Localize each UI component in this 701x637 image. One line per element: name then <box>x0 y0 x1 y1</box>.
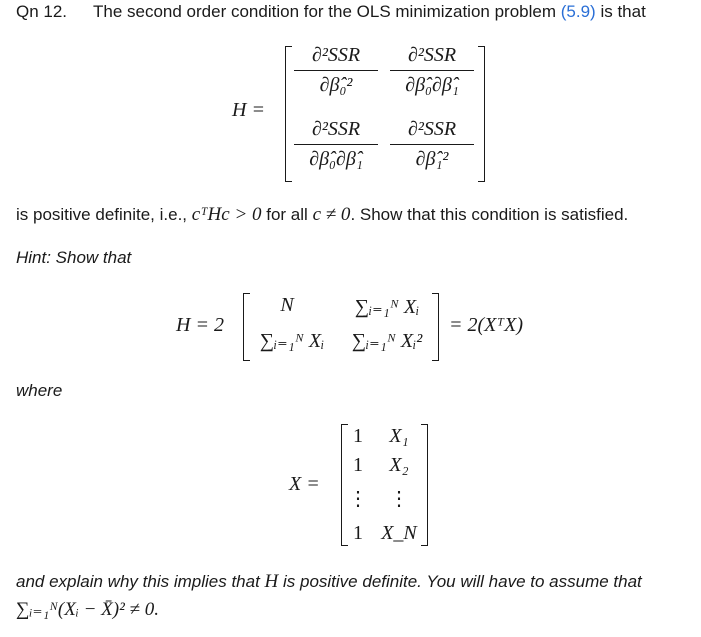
closing-var-h: H <box>264 571 279 592</box>
x-right-bracket <box>421 424 428 546</box>
h-entry-10 <box>294 118 378 171</box>
x-left-bracket <box>341 424 348 546</box>
x-cell-4-1: 1 <box>353 522 363 544</box>
x-cell-1-2: X₁ <box>389 425 409 447</box>
h-numerator-00: ∂²SSR <box>294 44 378 71</box>
h-numerator-01: ∂²SSR <box>390 44 474 71</box>
question-intro <box>93 2 646 22</box>
h-entry-00 <box>294 44 378 97</box>
h-entry-01 <box>390 44 474 97</box>
h-lhs: H = <box>232 99 265 121</box>
question-label: Qn 12. <box>16 2 68 21</box>
where-label: where <box>16 381 63 400</box>
hint-lhs: H = 2 <box>176 314 224 336</box>
h-entry-11 <box>390 118 474 171</box>
condition-expr: cᵀHc > 0 <box>191 204 262 225</box>
condition-text-1: is positive definite, i.e., <box>16 205 188 224</box>
hint-cell-11: ∑ᵢ₌₁ᴺ Xᵢ² <box>351 330 423 352</box>
h-left-bracket <box>285 46 292 182</box>
x-cell-3-1: ⋮ <box>348 488 368 510</box>
condition-text-3: . Show that this condition is satisfied. <box>350 205 629 224</box>
h-numerator-10: ∂²SSR <box>294 118 378 145</box>
condition-expr-2: c ≠ 0 <box>312 204 351 225</box>
h-right-bracket <box>478 46 485 182</box>
equation-ref-link[interactable]: (5.9) <box>560 2 596 21</box>
x-cell-1-1: 1 <box>353 425 363 447</box>
x-lhs: X = <box>289 473 320 495</box>
closing-line-1 <box>16 571 642 593</box>
x-cell-2-2: X₂ <box>389 454 409 476</box>
closing-line-2: ∑ᵢ₌₁ᴺ(Xᵢ − X̄)² ≠ 0. <box>16 599 159 620</box>
question-intro-tail: is that <box>600 2 646 21</box>
h-denominator-00: ∂β̂₀² <box>319 74 353 96</box>
closing-text-1: and explain why this implies that <box>16 572 260 591</box>
h-denominator-01: ∂β̂₀∂β̂₁ <box>405 74 459 96</box>
closing-text-2: is positive definite. You will have to assume that <box>283 572 642 591</box>
hint-cell-00: N <box>280 294 294 316</box>
x-cell-4-2: X_N <box>381 522 417 544</box>
x-cell-2-1: 1 <box>353 454 363 476</box>
hint-cell-10: ∑ᵢ₌₁ᴺ Xᵢ <box>259 330 325 352</box>
condition-text-2: for all <box>266 205 308 224</box>
question-intro-text: The second order condition for the OLS minimization problem <box>93 2 557 21</box>
condition-line <box>16 204 628 226</box>
hint-text: Hint: Show that <box>16 248 132 267</box>
hint-rhs: = 2(XᵀX) <box>449 314 523 336</box>
x-cell-3-2: ⋮ <box>389 488 409 510</box>
h-numerator-11: ∂²SSR <box>390 118 474 145</box>
hint-cell-01: ∑ᵢ₌₁ᴺ Xᵢ <box>354 296 420 318</box>
hint-right-bracket <box>432 293 439 361</box>
h-denominator-10: ∂β̂₀∂β̂₁ <box>309 148 363 170</box>
hint-left-bracket <box>243 293 250 361</box>
h-denominator-11: ∂β̂₁² <box>415 148 449 170</box>
